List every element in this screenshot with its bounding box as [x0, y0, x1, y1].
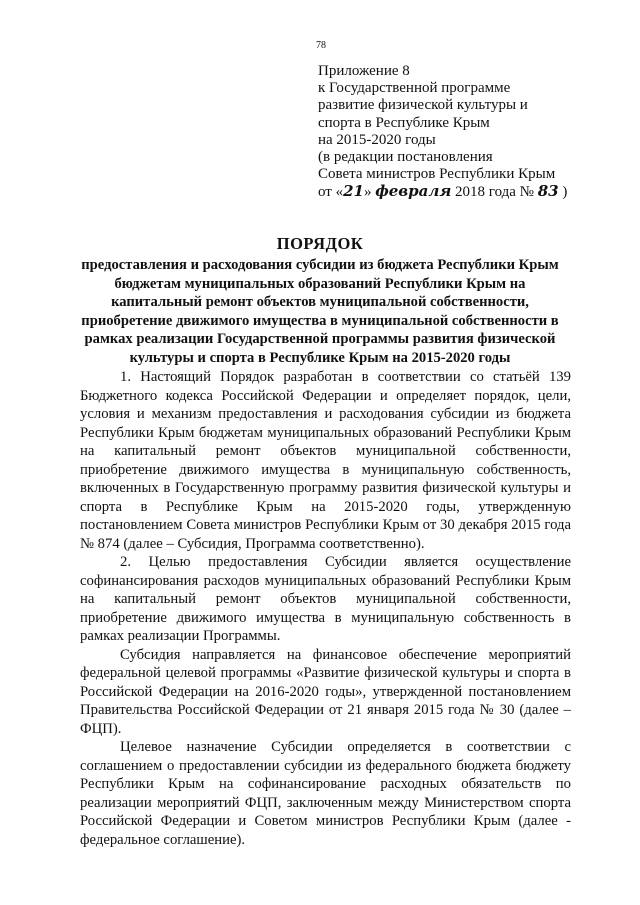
paragraph: 2. Целью предоставления Субсидии является осуществление софинансирования расходов муниципальных образований Республики Крым на капитальный ремонт объектов муниципальной собственности, приобретение движимого имущества в муниципальную собственность в рамках реализации Программы. — [80, 554, 571, 644]
subtitle-line: капитальный ремонт объектов муниципальной собственности, — [111, 294, 529, 311]
document-title: ПОРЯДОК — [276, 234, 364, 253]
page-number: 78 — [316, 40, 326, 51]
date-suffix: ) — [558, 184, 568, 201]
subtitle-line: бюджетам муниципальных образований Республики Крым на — [114, 275, 526, 292]
handwritten-day: 21 — [343, 182, 364, 201]
handwritten-month: февраля — [375, 182, 452, 201]
date-year: 2018 года № — [451, 184, 538, 201]
appendix-line: Приложение 8 — [318, 63, 410, 79]
paragraph: Субсидия направляется на финансовое обеспечение мероприятий федеральной целевой программы «Развитие физической культуры и спорта в Российской Федерации на 2016-2020 годы», утвержденной постановлением Правительства Российской Федерации от 21 января 2015 года № 30 (далее – ФЦП). — [80, 646, 571, 737]
document-body — [80, 368, 571, 849]
appendix-line: к Государственной программе — [318, 80, 511, 97]
date-prefix: от « — [318, 184, 344, 201]
subtitle-line: культуры и спорта в Республике Крым на 2015-2020 годы — [129, 349, 511, 366]
paragraph: Целевое назначение Субсидии определяется в соответствии с соглашением о предоставлении субсидии из федерального бюджета бюджету Республики Крым на софинансирование расходных обязательств по реализации мероприятий ФЦП, заключенным между Министерством спорта Российской Федерации и Советом министров Республики Крым (далее - федеральное соглашение). — [80, 739, 571, 848]
handwritten-number: 83 — [537, 182, 559, 201]
title-block — [64, 234, 576, 368]
appendix-line: (в редакции постановления — [318, 149, 493, 166]
appendix-line: Совета министров Республики Крым — [318, 166, 556, 183]
subtitle-line: предоставления и расходования субсидии из бюджета Республики Крым — [81, 257, 559, 273]
appendix-line: спорта в Республике Крым — [318, 114, 490, 131]
paragraph: 1. Настоящий Порядок разработан в соответствии со статьёй 139 Бюджетного кодекса Российской Федерации и определяет порядок, цели, условия и механизм предоставления и расходования субсидии из бюджета Республики Крым бюджетам муниципальных образований Республики Крым на капитальный ремонт объектов муниципальной собственности, приобретение движимого имущества в муниципальную собственность, включенных в Государственную программу развития физической культуры и спорта в Республике Крым на 2015-2020 годы, утвержденную постановлением Совета министров Республики Крым от 30 декабря 2015 года № 874 (далее – Субсидия, Программа соответственно). — [80, 369, 571, 552]
subtitle-line: рамках реализации Государственной программы развития физической — [84, 331, 556, 348]
document-subtitle — [64, 256, 576, 368]
appendix-line: на 2015-2020 годы — [318, 131, 436, 148]
appendix-header — [318, 63, 618, 202]
subtitle-line: приобретение движимого имущества в муниципальной собственности в — [81, 312, 559, 329]
date-mid: » — [363, 184, 376, 201]
appendix-date-line — [318, 183, 618, 201]
appendix-line: развитие физической культуры и — [318, 97, 528, 114]
